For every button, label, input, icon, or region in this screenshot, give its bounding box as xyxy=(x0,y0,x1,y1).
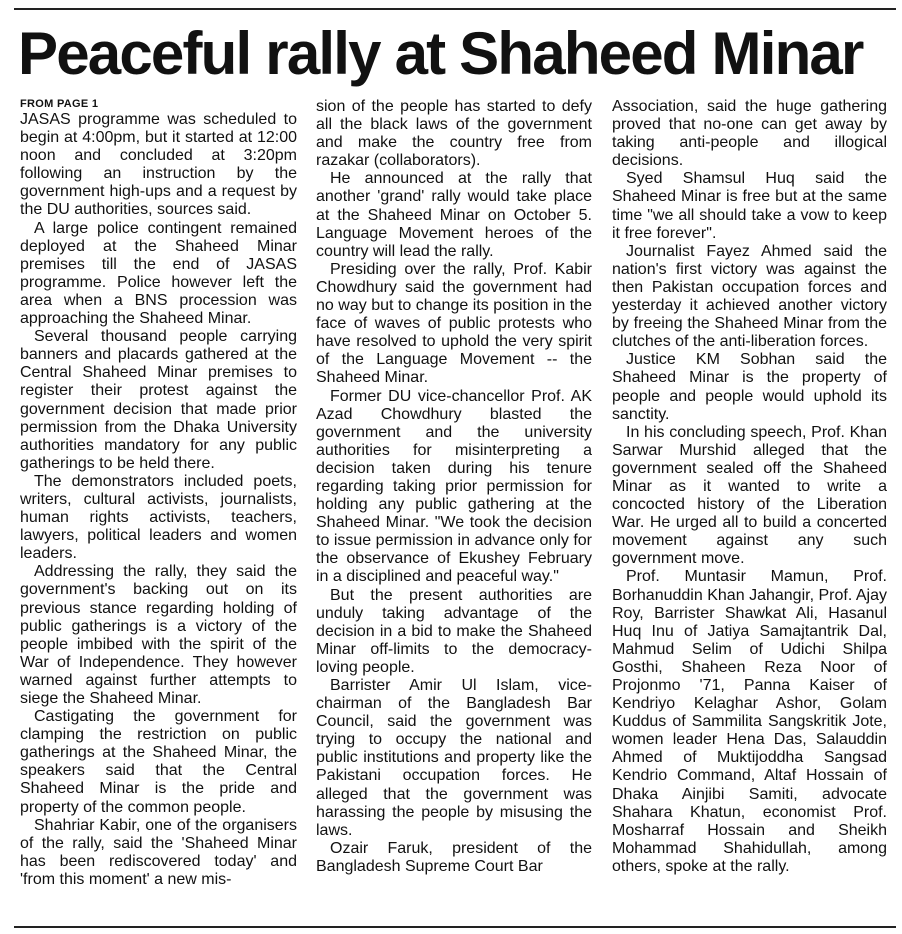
paragraph: JASAS programme was scheduled to begin at 4:00pm, but it started at 12:00 noon and concluded at 3:20pm following an instruction by the government high-ups and a request by the DU authorities, sources said. xyxy=(20,111,297,219)
paragraph: Justice KM Sobhan said the Shaheed Minar is the property of people and people would uphold its sanctity. xyxy=(612,351,887,423)
paragraph: A large police contingent remained deployed at the Shaheed Minar premises till the end of JASAS programme. Police however left the area when a BNS procession was approaching the Shaheed Minar. xyxy=(20,219,297,328)
paragraph: But the present authorities are unduly taking advantage of the decision in a bid to make the Shaheed Minar off-limits to the democracy-loving people. xyxy=(316,586,592,676)
paragraph: Several thousand people carrying banners and placards gathered at the Central Shaheed Minar premises to register their protest against the government decision that made prior permission from the Dhaka University authorities mandatory for any public gatherings to be held there. xyxy=(20,328,297,472)
article-column-2 xyxy=(316,98,592,924)
article-column-1 xyxy=(20,98,297,924)
paragraph: Former DU vice-chancellor Prof. AK Azad Chowdhury blasted the government and the university authorities for misinterpreting a decision taken during his tenure regarding taking prior permission for holding any public gathering at the Shaheed Minar. "We took the decision to issue permission in advance only for the observance of Ekushey February in a disciplined and peaceful way." xyxy=(316,387,592,586)
continuation-kicker: FROM PAGE 1 xyxy=(20,98,99,110)
paragraph: Association, said the huge gathering proved that no-one can get away by taking anti-people and illogical decisions. xyxy=(612,98,887,170)
paragraph: The demonstrators included poets, writers, cultural activists, journalists, human rights activists, teachers, lawyers, political leaders and women leaders. xyxy=(20,472,297,563)
top-rule xyxy=(14,8,896,10)
paragraph: Castigating the government for clamping the restriction on public gatherings at the Shaheed Minar, the speakers said that the Central Shaheed Minar is the pride and property of the common people. xyxy=(20,708,297,816)
paragraph: Ozair Faruk, president of the Bangladesh Supreme Court Bar xyxy=(316,839,592,875)
paragraph: Syed Shamsul Huq said the Shaheed Minar is free but at the same time "we all should take a vow to keep it free forever". xyxy=(612,170,887,242)
paragraph: Journalist Fayez Ahmed said the nation's first victory was against the then Pakistan occupation forces and yesterday it achieved another victory by freeing the Shaheed Minar from the clutches of the anti-liberation forces. xyxy=(612,242,887,351)
paragraph: Addressing the rally, they said the government's backing out on its previous stance regarding holding of public gatherings is a victory of the people imbibed with the spirit of the War of Independence. They however warned against further attempts to siege the Shaheed Minar. xyxy=(20,563,297,707)
paragraph: Shahriar Kabir, one of the organisers of the rally, said the 'Shaheed Minar has been rediscovered today' and 'from this moment' a new mis- xyxy=(20,816,297,888)
article-column-3 xyxy=(612,98,887,924)
paragraph: He announced at the rally that another 'grand' rally would take place at the Shaheed Minar on October 5. Language Movement heroes of the country will lead the rally. xyxy=(316,170,592,260)
paragraph: Presiding over the rally, Prof. Kabir Chowdhury said the government had no way but to change its position in the face of waves of public protests who have resolved to uphold the very spirit of the Language Movement -- the Shaheed Minar. xyxy=(316,260,592,387)
paragraph: Prof. Muntasir Mamun, Prof. Borhanuddin Khan Jahangir, Prof. Ajay Roy, Barrister Shawkat Ali, Hasanul Huq Inu of Jatiya Samajtantrik Dal, Mahmud Selim of Udichi Shilpa Gosthi, Shaheen Reza Noor of Projonmo '71, Panna Kaiser of Kendriyo Kelaghar Ashor, Golam Kuddus of Sammilita Sangskritik Jote, women leader Hena Das, Salauddin Ahmed of Muktijoddha Sangsad Kendrio Command, Altaf Hossain of Dhaka Ainjibi Samiti, advocate Shahara Khatun, economist Prof. Mosharraf Hossain and Sheikh Mohammad Shahidullah, among others, spoke at the rally. xyxy=(612,568,887,875)
paragraph: Barrister Amir Ul Islam, vice-chairman of the Bangladesh Bar Council, said the government was trying to occupy the national and public institutions and property like the Pakistani occupation forces. He alleged that the government was harassing the people by misusing the laws. xyxy=(316,677,592,839)
bottom-rule xyxy=(14,926,896,928)
paragraph: In his concluding speech, Prof. Khan Sarwar Murshid alleged that the government sealed off the Shaheed Minar as it wanted to write a concocted history of the Liberation War. He urged all to build a concerted movement against any such government move. xyxy=(612,423,887,568)
paragraph: sion of the people has started to defy all the black laws of the government and make the country free from razakar (collaborators). xyxy=(316,98,592,170)
headline: Peaceful rally at Shaheed Minar xyxy=(18,20,863,87)
